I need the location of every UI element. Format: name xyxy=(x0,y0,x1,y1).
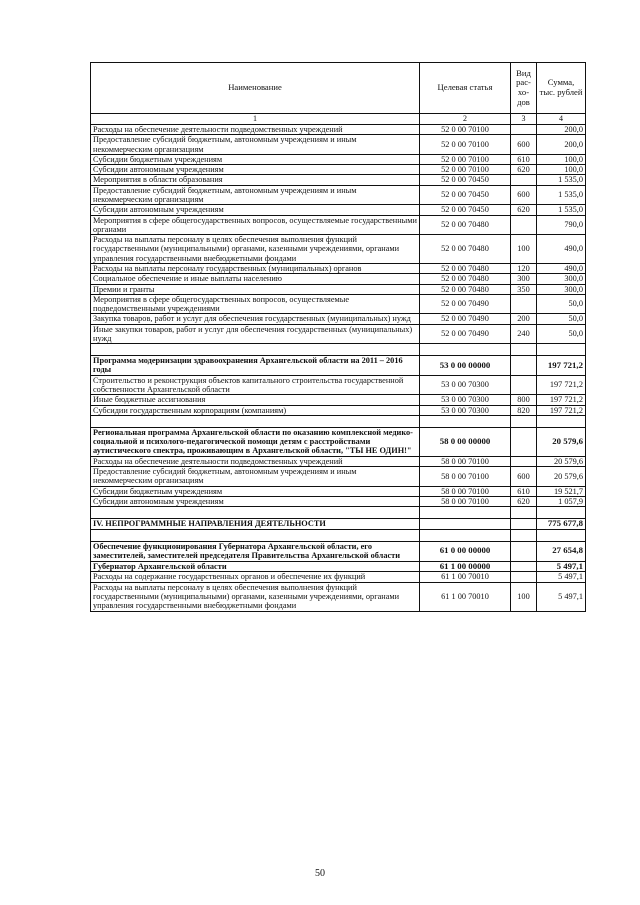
table-header-row xyxy=(91,63,586,114)
amount-cell: 1 535,0 xyxy=(537,185,586,205)
empty-cell xyxy=(420,507,511,519)
name-cell: Субсидии автономным учреждениям xyxy=(91,205,420,215)
code-cell: 52 0 00 70490 xyxy=(420,314,511,324)
amount-cell: 197 721,2 xyxy=(537,395,586,405)
spacer-row xyxy=(91,529,586,541)
table-row xyxy=(91,125,586,135)
expense-type-cell xyxy=(511,175,537,185)
code-cell: 52 0 00 70100 xyxy=(420,125,511,135)
table-row xyxy=(91,427,586,456)
amount-cell: 300,0 xyxy=(537,284,586,294)
table-row xyxy=(91,405,586,415)
name-cell: Мероприятия в сфере общегосударственных вопросов, осуществляемые подведомственными учреждениями xyxy=(91,294,420,314)
expense-type-cell: 100 xyxy=(511,582,537,611)
empty-cell xyxy=(91,507,420,519)
table-body xyxy=(91,125,586,612)
amount-cell: 5 497,1 xyxy=(537,561,586,572)
empty-cell xyxy=(511,344,537,356)
expense-type-cell xyxy=(511,125,537,135)
code-cell: 52 0 00 70480 xyxy=(420,284,511,294)
name-cell: Расходы на выплаты персоналу в целях обеспечения выполнения функций государственными (муниципальными) органами, казенными учреждениями, органами управления государственными внебюджетными фондами xyxy=(91,235,420,264)
code-cell: 52 0 00 70490 xyxy=(420,294,511,314)
empty-cell xyxy=(91,415,420,427)
table-row xyxy=(91,284,586,294)
amount-cell: 19 521,7 xyxy=(537,486,586,496)
amount-cell: 1 535,0 xyxy=(537,175,586,185)
table-row xyxy=(91,519,586,530)
table-row xyxy=(91,135,586,155)
empty-cell xyxy=(537,529,586,541)
table-row xyxy=(91,274,586,284)
amount-cell: 790,0 xyxy=(537,215,586,235)
amount-cell: 490,0 xyxy=(537,235,586,264)
column-number: 2 xyxy=(420,114,511,125)
code-cell: 52 0 00 70100 xyxy=(420,154,511,164)
code-cell: 58 0 00 70100 xyxy=(420,467,511,487)
code-cell xyxy=(420,519,511,530)
table-row xyxy=(91,561,586,572)
name-cell: Иные бюджетные ассигнования xyxy=(91,395,420,405)
code-cell: 52 0 00 70450 xyxy=(420,175,511,185)
table-row xyxy=(91,175,586,185)
table-row xyxy=(91,235,586,264)
header-expense-type: Вид рас-хо-дов xyxy=(511,63,537,114)
expense-type-cell xyxy=(511,356,537,376)
amount-cell: 197 721,2 xyxy=(537,356,586,376)
code-cell: 52 0 00 70480 xyxy=(420,274,511,284)
amount-cell: 200,0 xyxy=(537,135,586,155)
name-cell: Губернатор Архангельской области xyxy=(91,561,420,572)
table-row xyxy=(91,467,586,487)
column-number: 4 xyxy=(537,114,586,125)
name-cell: Расходы на обеспечение деятельности подведомственных учреждений xyxy=(91,456,420,466)
code-cell: 52 0 00 70450 xyxy=(420,185,511,205)
expense-type-cell xyxy=(511,519,537,530)
amount-cell: 197 721,2 xyxy=(537,375,586,395)
header-target-article: Целевая статья xyxy=(420,63,511,114)
table-row xyxy=(91,582,586,611)
column-number: 1 xyxy=(91,114,420,125)
expense-type-cell: 120 xyxy=(511,263,537,273)
table-row xyxy=(91,375,586,395)
expense-type-cell xyxy=(511,572,537,582)
name-cell: Субсидии автономным учреждениям xyxy=(91,496,420,506)
column-number: 3 xyxy=(511,114,537,125)
name-cell: Строительство и реконструкция объектов капитального строительства государственной собственности Архангельской области xyxy=(91,375,420,395)
amount-cell: 775 677,8 xyxy=(537,519,586,530)
expense-type-cell xyxy=(511,541,537,561)
name-cell: Закупка товаров, работ и услуг для обеспечения государственных (муниципальных) нужд xyxy=(91,314,420,324)
table-row xyxy=(91,324,586,344)
table-row xyxy=(91,154,586,164)
spacer-row xyxy=(91,415,586,427)
page-number: 50 xyxy=(315,868,325,879)
empty-cell xyxy=(537,507,586,519)
table-row xyxy=(91,486,586,496)
expense-type-cell: 610 xyxy=(511,486,537,496)
header-amount: Сумма, тыс. рублей xyxy=(537,63,586,114)
amount-cell: 50,0 xyxy=(537,324,586,344)
expense-type-cell: 600 xyxy=(511,467,537,487)
expense-type-cell: 600 xyxy=(511,135,537,155)
amount-cell: 100,0 xyxy=(537,154,586,164)
amount-cell: 20 579,6 xyxy=(537,456,586,466)
expense-type-cell xyxy=(511,215,537,235)
name-cell: Обеспечение функционирования Губернатора Архангельской области, его заместителей, заместителей председателя Правительства Архангельской области xyxy=(91,541,420,561)
amount-cell: 490,0 xyxy=(537,263,586,273)
expense-type-cell: 240 xyxy=(511,324,537,344)
name-cell: IV. НЕПРОГРАММНЫЕ НАПРАВЛЕНИЯ ДЕЯТЕЛЬНОСТИ xyxy=(91,519,420,530)
spacer-row xyxy=(91,344,586,356)
expense-type-cell: 610 xyxy=(511,154,537,164)
expense-type-cell xyxy=(511,427,537,456)
empty-cell xyxy=(420,344,511,356)
name-cell: Субсидии автономным учреждениям xyxy=(91,165,420,175)
name-cell: Расходы на содержание государственных органов и обеспечение их функций xyxy=(91,572,420,582)
code-cell: 52 0 00 70480 xyxy=(420,235,511,264)
expense-type-cell: 300 xyxy=(511,274,537,284)
table-row xyxy=(91,314,586,324)
expense-type-cell: 620 xyxy=(511,205,537,215)
amount-cell: 100,0 xyxy=(537,165,586,175)
code-cell: 58 0 00 70100 xyxy=(420,456,511,466)
code-cell: 61 1 00 70010 xyxy=(420,572,511,582)
code-cell: 58 0 00 00000 xyxy=(420,427,511,456)
expense-type-cell xyxy=(511,375,537,395)
empty-cell xyxy=(91,344,420,356)
amount-cell: 5 497,1 xyxy=(537,582,586,611)
table-row xyxy=(91,215,586,235)
amount-cell: 300,0 xyxy=(537,274,586,284)
name-cell: Премии и гранты xyxy=(91,284,420,294)
code-cell: 53 0 00 00000 xyxy=(420,356,511,376)
table-row xyxy=(91,572,586,582)
empty-cell xyxy=(511,529,537,541)
name-cell: Региональная программа Архангельской области по оказанию комплексной медико-социальной и психолого-педагогической помощи детям с расстройствами аутистического спектра, проживающим в Архангельской области, "ТЫ НЕ ОДИН!" xyxy=(91,427,420,456)
expense-type-cell xyxy=(511,561,537,572)
name-cell: Субсидии государственным корпорациям (компаниям) xyxy=(91,405,420,415)
code-cell: 61 1 00 70010 xyxy=(420,582,511,611)
name-cell: Субсидии бюджетным учреждениям xyxy=(91,486,420,496)
expense-type-cell: 200 xyxy=(511,314,537,324)
code-cell: 52 0 00 70100 xyxy=(420,135,511,155)
expense-type-cell xyxy=(511,456,537,466)
amount-cell: 20 579,6 xyxy=(537,427,586,456)
name-cell: Предоставление субсидий бюджетным, автономным учреждениям и иным некоммерческим организациям xyxy=(91,135,420,155)
table-row xyxy=(91,185,586,205)
code-cell: 58 0 00 70100 xyxy=(420,496,511,506)
expense-type-cell: 620 xyxy=(511,165,537,175)
name-cell: Расходы на выплаты персоналу государственных (муниципальных) органов xyxy=(91,263,420,273)
code-cell: 61 0 00 00000 xyxy=(420,541,511,561)
code-cell: 58 0 00 70100 xyxy=(420,486,511,496)
amount-cell: 50,0 xyxy=(537,314,586,324)
name-cell: Иные закупки товаров, работ и услуг для обеспечения государственных (муниципальных) нужд xyxy=(91,324,420,344)
code-cell: 61 1 00 00000 xyxy=(420,561,511,572)
expense-type-cell: 350 xyxy=(511,284,537,294)
header-name: Наименование xyxy=(91,63,420,114)
empty-cell xyxy=(91,529,420,541)
amount-cell: 5 497,1 xyxy=(537,572,586,582)
budget-table-container xyxy=(90,62,585,612)
amount-cell: 1 057,9 xyxy=(537,496,586,506)
table-row xyxy=(91,263,586,273)
expense-type-cell: 100 xyxy=(511,235,537,264)
amount-cell: 200,0 xyxy=(537,125,586,135)
amount-cell: 50,0 xyxy=(537,294,586,314)
table-row xyxy=(91,456,586,466)
expense-type-cell: 800 xyxy=(511,395,537,405)
spacer-row xyxy=(91,507,586,519)
expense-type-cell: 600 xyxy=(511,185,537,205)
code-cell: 52 0 00 70480 xyxy=(420,215,511,235)
amount-cell: 197 721,2 xyxy=(537,405,586,415)
table-row xyxy=(91,541,586,561)
code-cell: 52 0 00 70100 xyxy=(420,165,511,175)
column-number-row xyxy=(91,114,586,125)
empty-cell xyxy=(420,529,511,541)
code-cell: 52 0 00 70490 xyxy=(420,324,511,344)
code-cell: 53 0 00 70300 xyxy=(420,375,511,395)
table-row xyxy=(91,356,586,376)
empty-cell xyxy=(537,344,586,356)
code-cell: 53 0 00 70300 xyxy=(420,405,511,415)
empty-cell xyxy=(511,507,537,519)
name-cell: Мероприятия в области образования xyxy=(91,175,420,185)
name-cell: Расходы на выплаты персоналу в целях обеспечения выполнения функций государственными (муниципальными) органами, казенными учреждениями, органами управления государственными внебюджетными фондами xyxy=(91,582,420,611)
name-cell: Предоставление субсидий бюджетным, автономным учреждениям и иным некоммерческим организациям xyxy=(91,185,420,205)
amount-cell: 20 579,6 xyxy=(537,467,586,487)
code-cell: 52 0 00 70450 xyxy=(420,205,511,215)
code-cell: 52 0 00 70480 xyxy=(420,263,511,273)
table-row xyxy=(91,395,586,405)
expense-type-cell xyxy=(511,294,537,314)
empty-cell xyxy=(420,415,511,427)
table-row xyxy=(91,496,586,506)
name-cell: Мероприятия в сфере общегосударственных вопросов, осуществляемые государственными органами xyxy=(91,215,420,235)
table-row xyxy=(91,165,586,175)
name-cell: Предоставление субсидий бюджетным, автономным учреждениям и иным некоммерческим организациям xyxy=(91,467,420,487)
table-row xyxy=(91,205,586,215)
amount-cell: 27 654,8 xyxy=(537,541,586,561)
name-cell: Субсидии бюджетным учреждениям xyxy=(91,154,420,164)
expense-type-cell: 620 xyxy=(511,496,537,506)
empty-cell xyxy=(511,415,537,427)
budget-table xyxy=(90,62,586,612)
code-cell: 53 0 00 70300 xyxy=(420,395,511,405)
name-cell: Программа модернизации здравоохранения Архангельской области на 2011 – 2016 годы xyxy=(91,356,420,376)
expense-type-cell: 820 xyxy=(511,405,537,415)
amount-cell: 1 535,0 xyxy=(537,205,586,215)
name-cell: Социальное обеспечение и иные выплаты населению xyxy=(91,274,420,284)
empty-cell xyxy=(537,415,586,427)
table-row xyxy=(91,294,586,314)
name-cell: Расходы на обеспечение деятельности подведомственных учреждений xyxy=(91,125,420,135)
